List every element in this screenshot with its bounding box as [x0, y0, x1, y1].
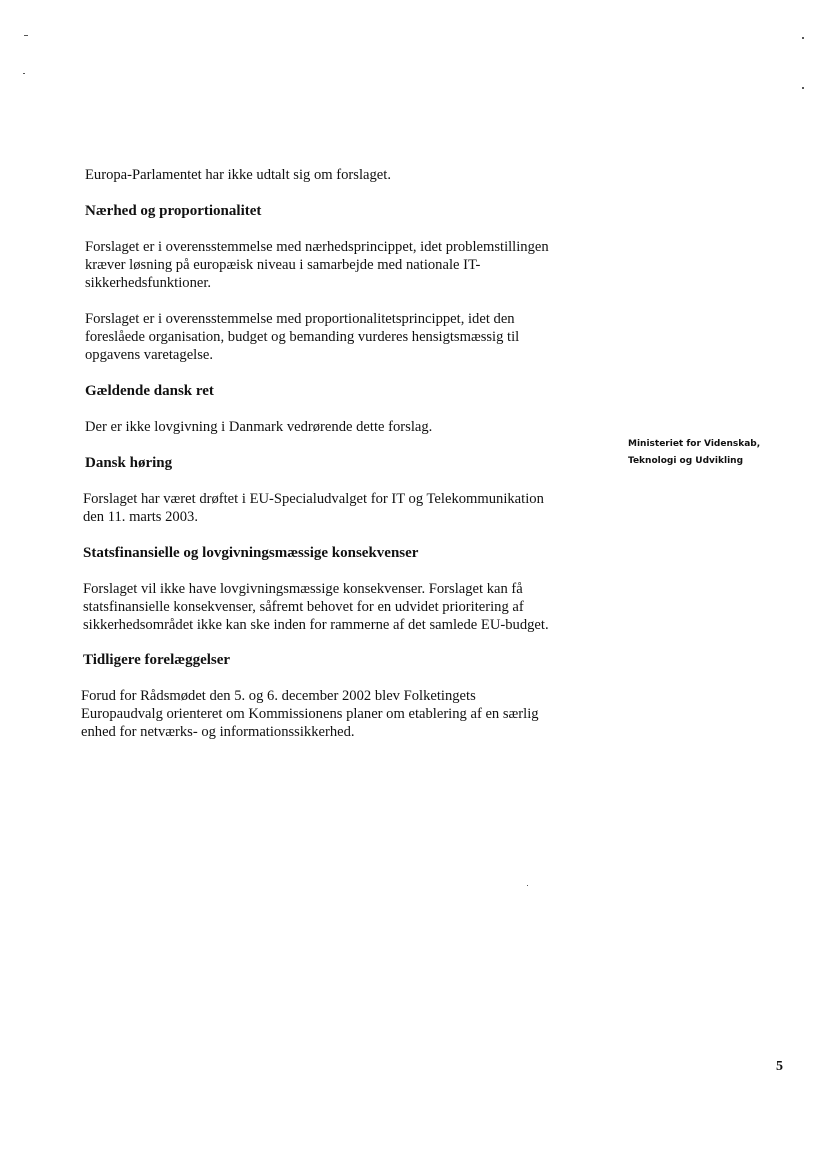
paragraph-line: enhed for netværks- og informationssikkerhed.	[81, 724, 355, 740]
section-paragraph	[85, 418, 605, 436]
section-paragraph	[85, 238, 605, 292]
page-number: 5	[776, 1059, 783, 1074]
section-tidligere	[83, 651, 603, 669]
section-paragraph	[85, 310, 605, 364]
paragraph-line: Europaudvalg orienteret om Kommissionens planer om etablering af en særlig	[81, 706, 539, 722]
section-heading: Statsfinansielle og lovgivningsmæssige konsekvenser	[83, 545, 419, 561]
section-naerhed	[85, 202, 605, 220]
ministry-name-line: Teknologi og Udvikling	[628, 456, 744, 466]
section-heading: Nærhed og proportionalitet	[85, 203, 262, 219]
scan-speck	[527, 885, 528, 886]
paragraph-line: statsfinansielle konsekvenser, såfremt behovet for en udvidet prioritering af	[83, 599, 524, 615]
paragraph-line: Forslaget vil ikke have lovgivningsmæssige konsekvenser. Forslaget kan få	[83, 581, 523, 597]
section-heading: Dansk høring	[85, 455, 173, 471]
scan-speck	[24, 35, 28, 36]
ministry-name-line: Ministeriet for Videnskab,	[628, 439, 761, 449]
scan-speck	[802, 87, 804, 89]
ministry-sidebar-label	[628, 436, 798, 470]
paragraph-line: foreslåede organisation, budget og bemanding vurderes hensigtsmæssig til	[85, 329, 520, 345]
paragraph-line: kræver løsning på europæisk niveau i samarbejde med nationale IT-	[85, 257, 481, 273]
section-gaeldende	[85, 382, 605, 400]
paragraph-line: sikkerhedsområdet ikke kan ske inden for rammerne af det samlede EU-budget.	[83, 617, 549, 633]
section-statsfinansielle	[83, 544, 603, 562]
paragraph-line: sikkerhedsfunktioner.	[85, 275, 212, 291]
paragraph-line: Forslaget er i overensstemmelse med proportionalitetsprincippet, idet den	[85, 311, 515, 327]
paragraph-line: Forslaget har været drøftet i EU-Specialudvalget for IT og Telekommunikation	[83, 491, 544, 507]
section-heading: Gældende dansk ret	[85, 383, 214, 399]
section-dansk-hoering	[85, 454, 605, 472]
section-paragraph	[81, 687, 621, 741]
intro-text: Europa-Parlamentet har ikke udtalt sig om forslaget.	[85, 167, 391, 183]
section-paragraph	[83, 580, 623, 634]
section-paragraph	[83, 490, 623, 526]
paragraph-line: Forslaget er i overensstemmelse med nærhedsprincippet, idet problemstillingen	[85, 239, 549, 255]
scan-speck	[23, 73, 25, 74]
paragraph-line: den 11. marts 2003.	[83, 509, 198, 525]
intro-block	[85, 166, 605, 184]
scan-speck	[802, 37, 804, 39]
paragraph-line: Der er ikke lovgivning i Danmark vedrørende dette forslag.	[85, 419, 433, 435]
section-heading: Tidligere forelæggelser	[83, 652, 231, 668]
paragraph-line: Forud for Rådsmødet den 5. og 6. december 2002 blev Folketingets	[81, 688, 476, 704]
paragraph-line: opgavens varetagelse.	[85, 347, 214, 363]
